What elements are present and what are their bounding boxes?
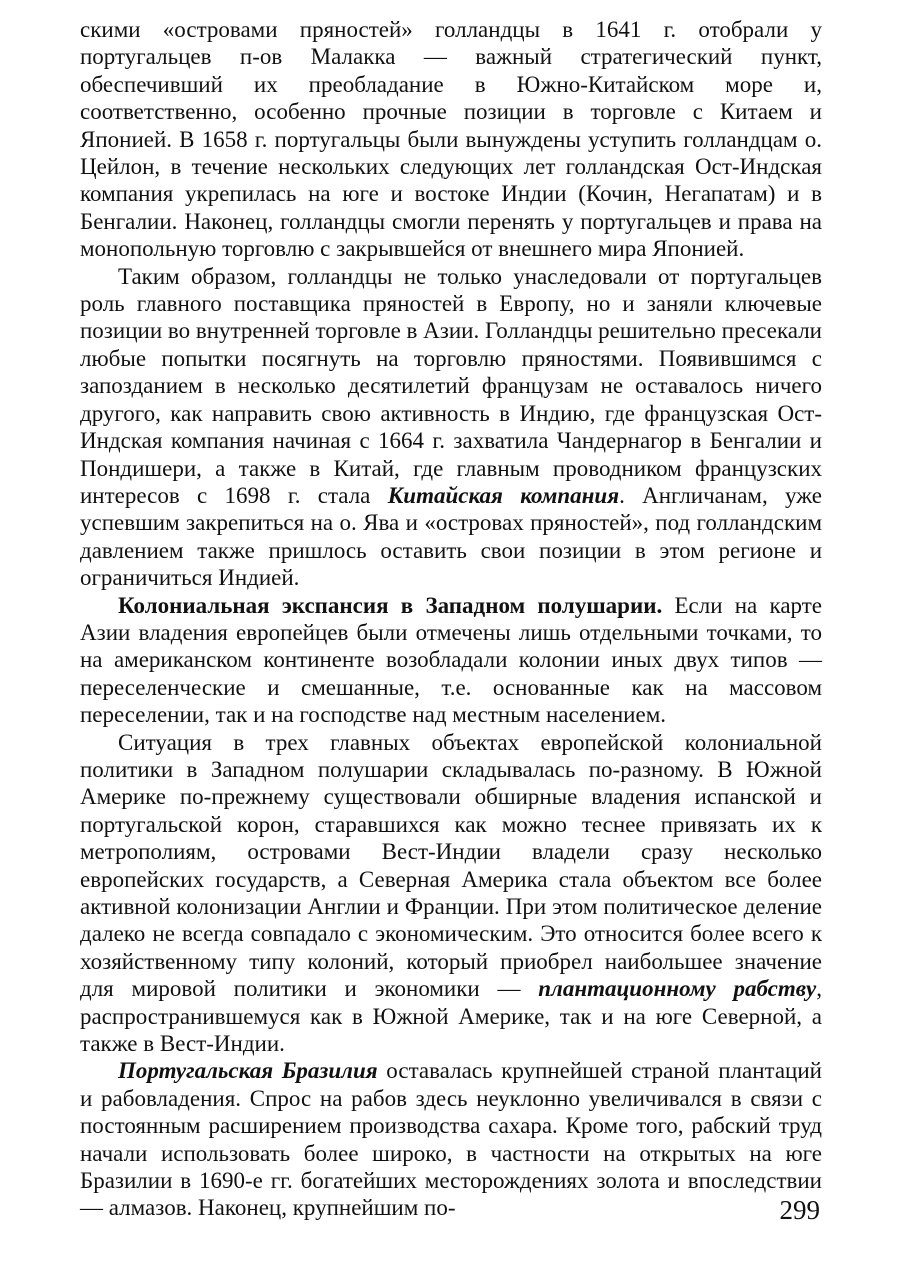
text-run: Ситуация в трех главных объектах европейской колониальной политики в Западном полушарии складывалась по-разному. В Южной Америке по-прежнему существовали обширные владения испанской и португальской корон, старавшихся как можно теснее привязать их к метрополиям, островами Вест-Индии владели сразу несколько европейских государств, а Северная Америка стала объектом все более активной колонизации Англии и Франции. При этом политическое деление далеко не всегда совпадало с экономическим. Это относится более всего к хозяйственному типу колоний, который приобрел наибольшее значение для мировой политики и экономики — bbox=[80, 729, 822, 1002]
italic-term: плантационному рабству bbox=[538, 976, 817, 1002]
page-number: 299 bbox=[779, 1195, 820, 1225]
section-heading: Колониальная экспансия в Западном полушарии. bbox=[118, 592, 663, 618]
paragraph-with-heading bbox=[80, 592, 822, 729]
text-run: . Англичанам, уже успевшим закрепиться на о. Ява и «островах пряностей», под голландским давлением также пришлось оставить свои позиции в этом регионе и ограничиться Индией. bbox=[80, 482, 822, 591]
text-run: Если на карте Азии владения европейцев были отмечены лишь отдельными точками, то на американском континенте возобладали колонии иных двух типов — переселенческие и смешанные, т.е. основанные как на массовом переселении, так и на господстве над местным населением. bbox=[80, 592, 822, 728]
paragraph bbox=[80, 1057, 822, 1221]
page-body bbox=[80, 16, 822, 1222]
paragraph-continuation bbox=[80, 16, 822, 263]
text-run: Таким образом, голландцы не только унаследовали от португальцев роль главного поставщика пряностей в Европу, но и заняли ключевые позиции во внутренней торговле в Азии. Голландцы решительно пресекали любые попытки посягнуть на торговлю пряностями. Появившимся с запозданием в несколько десятилетий французам не оставалось ничего другого, как направить свою активность в Индию, где французская Ост-Индская компания начиная с 1664 г. захватила Чандернагор в Бенгалии и Пондишери, а также в Китай, где главным проводником французских интересов с 1698 г. стала bbox=[80, 263, 822, 508]
paragraph bbox=[80, 729, 822, 1058]
italic-term: Китайская компания bbox=[387, 482, 620, 508]
italic-term: Португальская Бразилия bbox=[118, 1058, 378, 1084]
paragraph bbox=[80, 263, 822, 592]
text-run: оставалась крупнейшей страной плантаций и рабовладения. Спрос на рабов здесь неуклонно увеличивался в связи с постоянным расширением производства сахара. Кроме того, рабский труд начали использовать более широко, в частности на открытых на юге Бразилии в 1690-е гг. богатейших месторождениях золота и впоследствии — алмазов. Наконец, крупнейшим по- bbox=[80, 1058, 822, 1221]
text-run: скими «островами пряностей» голландцы в 1641 г. отобрали у португальцев п-ов Малакка — важный стратегический пункт, обеспечивший их преобладание в Южно-Китайском море и, соответственно, особенно прочные позиции в торговле с Китаем и Японией. В 1658 г. португальцы были вынуждены уступить голландцам о. Цейлон, в течение нескольких следующих лет голландская Ост-Индская компания укрепилась на юге и востоке Индии (Кочин, Негапатам) и в Бенгалии. Наконец, голландцы смогли перенять у португальцев и права на монопольную торговлю с закрывшейся от внешнего мира Японией. bbox=[80, 17, 822, 262]
text-run: , распространившемуся как в Южной Америке, так и на юге Северной, а также в Вест-Индии. bbox=[80, 976, 823, 1057]
